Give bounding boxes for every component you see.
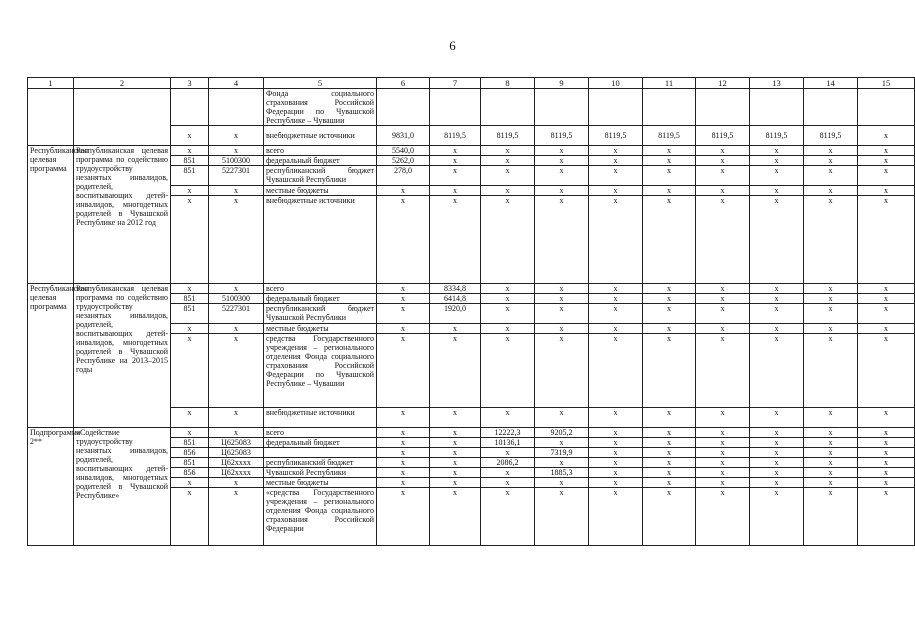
table-cell: x xyxy=(171,284,209,294)
table-cell: x xyxy=(589,324,643,334)
header-row xyxy=(28,78,915,89)
table-cell: x xyxy=(377,408,430,428)
table-cell: x xyxy=(209,196,264,284)
table-cell: x xyxy=(858,448,915,458)
table-cell xyxy=(481,89,535,126)
table-cell xyxy=(74,89,171,146)
header-cell: 10 xyxy=(589,78,643,89)
table-cell: x xyxy=(430,156,481,166)
table-cell: x xyxy=(804,468,858,478)
program-name-cell: «Содействие трудоустройству незанятых инвалидов, родителей, воспитывающих детей-инвалидов, многодетных родителей в Чувашской Республике» xyxy=(74,428,171,546)
table-cell: x xyxy=(589,408,643,428)
table-cell: x xyxy=(377,294,430,304)
header-cell: 9 xyxy=(535,78,589,89)
table-cell: 8334,8 xyxy=(430,284,481,294)
table-cell: x xyxy=(858,304,915,324)
table-cell: 5540,0 xyxy=(377,146,430,156)
table-cell: x xyxy=(750,478,804,488)
table-cell: x xyxy=(643,156,696,166)
table-cell: x xyxy=(696,186,750,196)
table-cell: x xyxy=(643,284,696,294)
table-cell xyxy=(589,89,643,126)
table-cell: x xyxy=(750,304,804,324)
table-cell: 1885,3 xyxy=(535,468,589,478)
table-cell: x xyxy=(589,156,643,166)
table-cell: x xyxy=(377,448,430,458)
table-cell: x xyxy=(377,324,430,334)
table-cell: x xyxy=(804,438,858,448)
table-cell: x xyxy=(696,448,750,458)
table-cell: x xyxy=(481,146,535,156)
table-cell: x xyxy=(804,284,858,294)
table-cell: 8119,5 xyxy=(535,126,589,146)
table-cell: x xyxy=(804,408,858,428)
table-cell: x xyxy=(377,458,430,468)
table-cell: внебюджетные источники xyxy=(264,408,377,428)
table-cell: x xyxy=(430,458,481,468)
table-cell: x xyxy=(643,166,696,186)
table-cell: x xyxy=(750,408,804,428)
table-cell: x xyxy=(171,126,209,146)
table-cell: x xyxy=(377,196,430,284)
table-cell: x xyxy=(750,428,804,438)
table-cell: x xyxy=(430,488,481,546)
table-cell: федеральный бюджет xyxy=(264,438,377,448)
table-cell: x xyxy=(643,438,696,448)
table-cell: x xyxy=(804,478,858,488)
table-cell: x xyxy=(209,146,264,156)
table-cell: x xyxy=(858,468,915,478)
header-cell: 12 xyxy=(696,78,750,89)
table-cell: x xyxy=(589,448,643,458)
table-cell: 5100300 xyxy=(209,294,264,304)
header-cell: 13 xyxy=(750,78,804,89)
table-cell: x xyxy=(643,408,696,428)
table-cell: x xyxy=(430,478,481,488)
table-cell: x xyxy=(377,334,430,408)
table-cell: x xyxy=(481,284,535,294)
table-cell: «средства Государственного учреждения – регионального отделения Фонда социального страхования Российской Федерации xyxy=(264,488,377,546)
table-cell: x xyxy=(430,186,481,196)
table-cell: x xyxy=(589,458,643,468)
table-cell: x xyxy=(804,304,858,324)
table-cell: x xyxy=(430,196,481,284)
table-cell: x xyxy=(377,428,430,438)
table-cell: x xyxy=(643,468,696,478)
table-cell: x xyxy=(430,146,481,156)
table-cell: x xyxy=(589,478,643,488)
table-cell: x xyxy=(481,156,535,166)
table-cell: x xyxy=(858,146,915,156)
header-cell: 15 xyxy=(858,78,915,89)
table-cell: x xyxy=(377,468,430,478)
table-cell xyxy=(28,89,74,146)
table-cell: x xyxy=(696,166,750,186)
table-cell: 851 xyxy=(171,166,209,186)
table-cell: x xyxy=(589,428,643,438)
budget-table xyxy=(27,77,915,546)
program-type-cell: Республиканская целевая программа xyxy=(28,284,74,428)
page-number: 6 xyxy=(449,38,456,53)
table-cell: x xyxy=(750,488,804,546)
table-cell: x xyxy=(858,408,915,428)
table-cell: x xyxy=(696,324,750,334)
table-cell: x xyxy=(209,186,264,196)
table-cell: x xyxy=(535,166,589,186)
table-cell: x xyxy=(643,186,696,196)
table-cell: x xyxy=(481,294,535,304)
table-cell: x xyxy=(750,166,804,186)
table-cell: x xyxy=(430,408,481,428)
table-cell: x xyxy=(696,146,750,156)
table-cell: 851 xyxy=(171,438,209,448)
table-cell: x xyxy=(535,186,589,196)
table-cell: x xyxy=(858,458,915,468)
table-cell: Чувашской Республики xyxy=(264,468,377,478)
table-cell: x xyxy=(377,186,430,196)
table-cell: 5227301 xyxy=(209,166,264,186)
table-cell: всего xyxy=(264,284,377,294)
table-cell: Фонда социального страхования Российской Федерации по Чувашской Республике – Чувашии xyxy=(264,89,377,126)
table-cell: x xyxy=(643,478,696,488)
table-cell: x xyxy=(377,438,430,448)
table-cell: x xyxy=(858,294,915,304)
table-cell: x xyxy=(535,156,589,166)
table-cell: x xyxy=(535,458,589,468)
table-cell: внебюджетные источники xyxy=(264,196,377,284)
table-cell: x xyxy=(535,146,589,156)
table-cell: x xyxy=(804,186,858,196)
table-cell: x xyxy=(750,284,804,294)
table-cell: x xyxy=(643,304,696,324)
header-cell: 4 xyxy=(209,78,264,89)
table-cell: 851 xyxy=(171,294,209,304)
table-cell: x xyxy=(643,294,696,304)
table-cell: x xyxy=(589,186,643,196)
program-type-cell: Республиканская целевая программа xyxy=(28,146,74,284)
table-cell: x xyxy=(481,478,535,488)
table-cell: x xyxy=(750,324,804,334)
table-cell: 851 xyxy=(171,458,209,468)
table-cell: x xyxy=(171,334,209,408)
table-cell: 8119,5 xyxy=(750,126,804,146)
table-cell: x xyxy=(377,488,430,546)
table-cell: x xyxy=(750,186,804,196)
table-cell: x xyxy=(804,324,858,334)
table-cell: 9831,0 xyxy=(377,126,430,146)
table-cell: x xyxy=(696,196,750,284)
table-cell: республиканский бюджет Чувашской Республики xyxy=(264,166,377,186)
table-cell: x xyxy=(696,468,750,478)
table-cell: x xyxy=(535,334,589,408)
table-cell: x xyxy=(535,304,589,324)
table-cell xyxy=(209,89,264,126)
table-cell: x xyxy=(750,448,804,458)
table-cell xyxy=(804,89,858,126)
table-cell: Ц62xxxx xyxy=(209,468,264,478)
table-cell: x xyxy=(643,448,696,458)
table-cell: x xyxy=(209,284,264,294)
table-cell: 8119,5 xyxy=(696,126,750,146)
table-cell: x xyxy=(535,284,589,294)
table-cell: x xyxy=(209,428,264,438)
table-cell: x xyxy=(481,468,535,478)
table-cell: x xyxy=(481,334,535,408)
table-cell: x xyxy=(535,408,589,428)
table-cell: x xyxy=(171,324,209,334)
table-cell: x xyxy=(858,284,915,294)
table-cell: x xyxy=(171,186,209,196)
table-cell: x xyxy=(643,324,696,334)
table-cell: x xyxy=(750,458,804,468)
header-cell: 11 xyxy=(643,78,696,89)
table-cell: x xyxy=(377,284,430,294)
table-cell: x xyxy=(696,408,750,428)
table-cell: x xyxy=(209,324,264,334)
table-cell: x xyxy=(696,428,750,438)
table-cell: местные бюджеты xyxy=(264,324,377,334)
table-cell xyxy=(750,89,804,126)
table-cell: x xyxy=(377,304,430,324)
table-cell: 6414,8 xyxy=(430,294,481,304)
table-cell: x xyxy=(696,284,750,294)
table-cell: x xyxy=(430,166,481,186)
table-cell: x xyxy=(430,448,481,458)
table-cell: x xyxy=(481,408,535,428)
table-cell: 278,0 xyxy=(377,166,430,186)
program-name-cell: Республиканская целевая программа по содействию трудоустройству незанятых инвалидов, родителей, воспитывающих детей-инвалидов, многодетных родителей в Чувашской Республике на 2012 год xyxy=(74,146,171,284)
table-cell: x xyxy=(643,428,696,438)
table-cell: x xyxy=(858,126,915,146)
table-cell: x xyxy=(481,166,535,186)
table-cell: федеральный бюджет xyxy=(264,294,377,304)
table-cell: 5227301 xyxy=(209,304,264,324)
table-cell: республиканский бюджет Чувашской Республики xyxy=(264,304,377,324)
table-cell: средства Государственного учреждения – регионального отделения Фонда социального страхования Российской Федерации по Чувашской Республике – Чувашии xyxy=(264,334,377,408)
table-cell: 9205,2 xyxy=(535,428,589,438)
table-cell: x xyxy=(589,284,643,294)
table-cell: x xyxy=(696,458,750,468)
table-cell: x xyxy=(804,156,858,166)
table-cell: x xyxy=(696,438,750,448)
table-cell: x xyxy=(430,438,481,448)
table-cell: x xyxy=(589,294,643,304)
table-cell: x xyxy=(804,334,858,408)
header-cell: 2 xyxy=(74,78,171,89)
table-cell: 856 xyxy=(171,468,209,478)
table-cell: x xyxy=(171,428,209,438)
table-cell: x xyxy=(643,146,696,156)
table-cell: x xyxy=(589,196,643,284)
table-cell: x xyxy=(430,468,481,478)
table-cell: республиканский бюджет xyxy=(264,458,377,468)
table-cell: x xyxy=(804,146,858,156)
table-cell: x xyxy=(171,408,209,428)
table-cell: x xyxy=(171,488,209,546)
table-cell: x xyxy=(535,294,589,304)
table-cell: x xyxy=(209,334,264,408)
table-cell: x xyxy=(481,488,535,546)
table-cell: x xyxy=(858,324,915,334)
table-cell xyxy=(643,89,696,126)
table-cell: x xyxy=(535,438,589,448)
table-cell: x xyxy=(209,408,264,428)
table-cell: x xyxy=(750,334,804,408)
table-row xyxy=(28,146,915,156)
table-cell: всего xyxy=(264,146,377,156)
table-cell: x xyxy=(804,428,858,438)
table-cell: 10136,1 xyxy=(481,438,535,448)
header-cell: 5 xyxy=(264,78,377,89)
table-cell: x xyxy=(535,196,589,284)
table-cell: x xyxy=(750,294,804,304)
table-cell: 8119,5 xyxy=(589,126,643,146)
table-cell: Ц625083 xyxy=(209,438,264,448)
table-cell xyxy=(171,89,209,126)
table-cell: x xyxy=(858,186,915,196)
table-cell: x xyxy=(643,488,696,546)
table-cell: 7319,9 xyxy=(535,448,589,458)
program-type-cell: Подпрограмма 2** xyxy=(28,428,74,546)
table-cell: местные бюджеты xyxy=(264,478,377,488)
table-cell: x xyxy=(858,438,915,448)
table-cell xyxy=(430,89,481,126)
table-row xyxy=(28,284,915,294)
table-cell: всего xyxy=(264,428,377,438)
table-cell: x xyxy=(481,448,535,458)
table-cell: 2086,2 xyxy=(481,458,535,468)
table-cell: x xyxy=(696,478,750,488)
table-cell: x xyxy=(750,196,804,284)
table-cell: x xyxy=(481,304,535,324)
table-cell: x xyxy=(171,478,209,488)
table-cell: 8119,5 xyxy=(430,126,481,146)
table-cell: x xyxy=(589,438,643,448)
table-cell: x xyxy=(696,334,750,408)
table-cell: x xyxy=(430,324,481,334)
header-cell: 8 xyxy=(481,78,535,89)
table-cell: x xyxy=(430,428,481,438)
table-cell: x xyxy=(804,488,858,546)
table-cell: 8119,5 xyxy=(804,126,858,146)
table-row xyxy=(28,89,915,126)
table-cell: x xyxy=(643,458,696,468)
table-cell: x xyxy=(481,196,535,284)
table-cell: x xyxy=(171,196,209,284)
table-cell: x xyxy=(858,428,915,438)
table-cell: x xyxy=(804,196,858,284)
table-cell: x xyxy=(750,146,804,156)
table-cell: 856 xyxy=(171,448,209,458)
table-cell: x xyxy=(858,478,915,488)
table-cell: x xyxy=(750,438,804,448)
table-cell xyxy=(696,89,750,126)
table-cell: x xyxy=(430,334,481,408)
table-cell: 851 xyxy=(171,156,209,166)
table-cell: x xyxy=(209,488,264,546)
table-cell: x xyxy=(589,334,643,408)
table-cell: x xyxy=(858,334,915,408)
header-cell: 3 xyxy=(171,78,209,89)
header-cell: 7 xyxy=(430,78,481,89)
table-cell xyxy=(858,89,915,126)
table-cell xyxy=(377,89,430,126)
table-cell: x xyxy=(589,468,643,478)
table-cell: x xyxy=(481,186,535,196)
table-row xyxy=(28,428,915,438)
table-cell: x xyxy=(589,488,643,546)
table-cell: Ц62xxxx xyxy=(209,458,264,468)
table-cell: x xyxy=(535,478,589,488)
table-cell: x xyxy=(858,156,915,166)
table-cell: федеральный бюджет xyxy=(264,156,377,166)
table-cell: x xyxy=(804,294,858,304)
table-cell: 12222,3 xyxy=(481,428,535,438)
table-cell: x xyxy=(481,324,535,334)
table-cell: x xyxy=(804,458,858,468)
header-cell: 1 xyxy=(28,78,74,89)
header-cell: 6 xyxy=(377,78,430,89)
table-cell: x xyxy=(535,324,589,334)
table-cell: x xyxy=(377,478,430,488)
table-cell: x xyxy=(858,196,915,284)
table-cell: x xyxy=(171,146,209,156)
table-cell: Ц625083 xyxy=(209,448,264,458)
table-cell: x xyxy=(643,196,696,284)
table-cell: x xyxy=(696,488,750,546)
table-cell: x xyxy=(209,126,264,146)
table-cell: 8119,5 xyxy=(643,126,696,146)
table-cell: x xyxy=(589,146,643,156)
table-cell: x xyxy=(804,448,858,458)
table-cell: 1920,0 xyxy=(430,304,481,324)
table-body xyxy=(28,78,915,546)
table-cell: 5262,0 xyxy=(377,156,430,166)
table-cell: внебюджетные источники xyxy=(264,126,377,146)
table-cell: местные бюджеты xyxy=(264,186,377,196)
table-cell: x xyxy=(804,166,858,186)
table-cell: x xyxy=(696,156,750,166)
header-cell: 14 xyxy=(804,78,858,89)
table-cell: 8119,5 xyxy=(481,126,535,146)
table-cell: 5100300 xyxy=(209,156,264,166)
table-cell: x xyxy=(696,294,750,304)
table-cell: x xyxy=(858,488,915,546)
table-cell: x xyxy=(858,166,915,186)
table-cell xyxy=(535,89,589,126)
program-name-cell: Республиканская целевая программа по содействию трудоустройству незанятых инвалидов, родителей, воспитывающих детей-инвалидов, многодетных родителей в Чувашской Республике на 2013–2015 годы xyxy=(74,284,171,428)
table-cell: x xyxy=(696,304,750,324)
table-cell: x xyxy=(535,488,589,546)
table-cell: 851 xyxy=(171,304,209,324)
table-cell: x xyxy=(589,166,643,186)
table-cell: x xyxy=(643,334,696,408)
table-cell: x xyxy=(750,156,804,166)
table-cell: x xyxy=(209,478,264,488)
table-cell: x xyxy=(589,304,643,324)
table-cell: x xyxy=(750,468,804,478)
table-cell xyxy=(264,448,377,458)
